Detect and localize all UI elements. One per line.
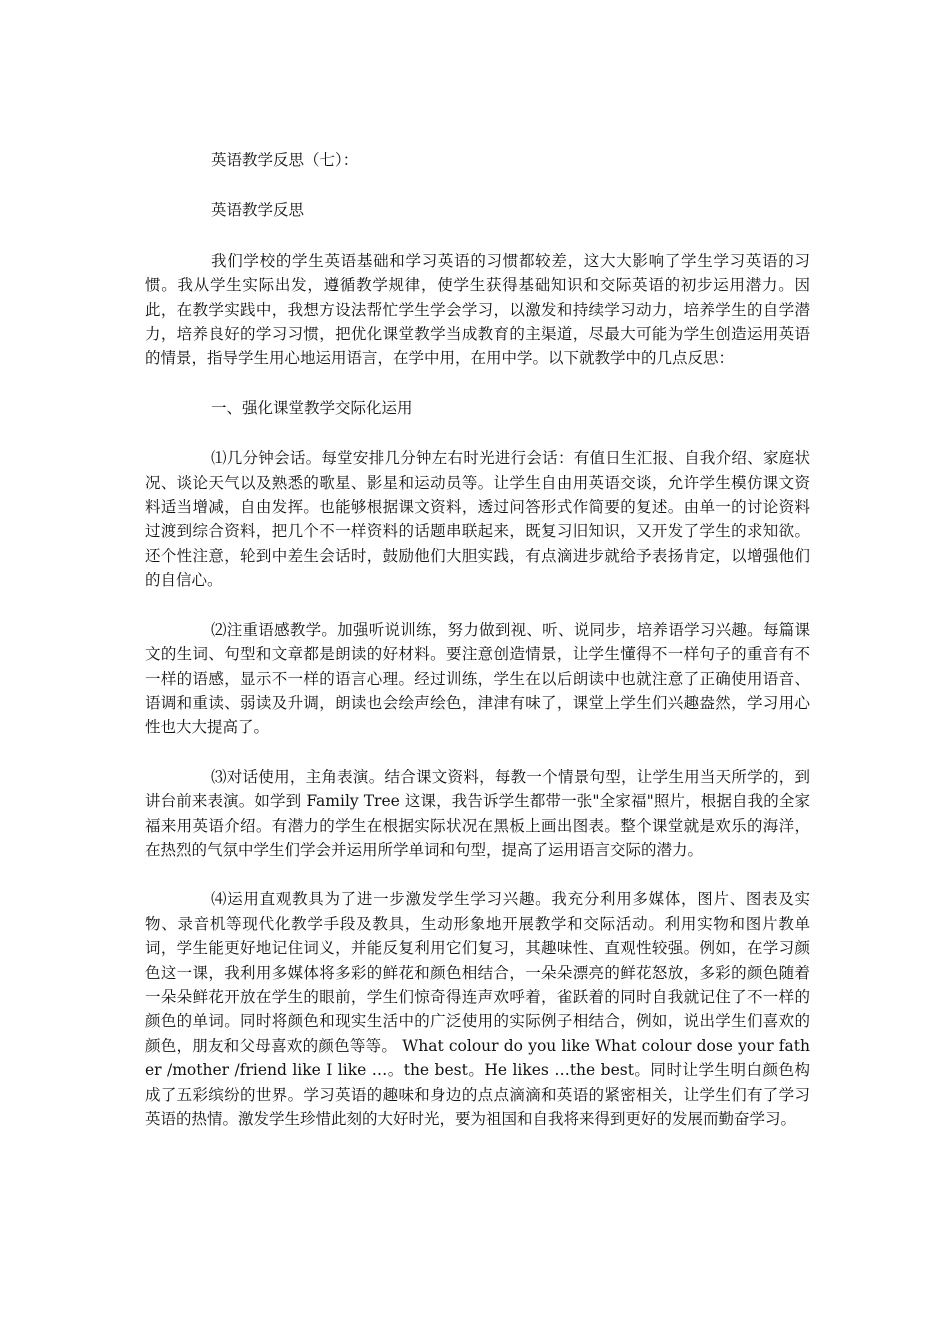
item-paragraph-1: ⑴几分钟会话。每堂安排几分钟左右时光进行会话：有值日生汇报、自我介绍、家庭状况、谈论天气以及熟悉的歌星、影星和运动员等。让学生自由用英语交谈，允许学生模仿课文资料适当增减，自由发挥。也能够根据课文资料，透过问答形式作简要的复述。由单一的讨论资料过渡到综合资料，把几个不一样资料的话题串联起来，既复习旧知识，又开发了学生的求知欲。还个性注意，轮到中差生会话时，鼓励他们大胆实践，有点滴进步就给予表扬肯定，以增强他们的自信心。 (145, 449, 810, 590)
item-paragraph-2: ⑵注重语感教学。加强听说训练，努力做到视、听、说同步，培养语学习兴趣。每篇课文的生词、句型和文章都是朗读的好材料。要注意创造情景，让学生懂得不一样句子的重音有不一样的语感，显示不一样的语言心理。经过训练，学生在以后朗读中也就注意了正确使用语音、语调和重读、弱读及升调，朗读也会绘声绘色，津津有味了，课堂上学生们兴趣盎然，学习用心性也大大提高了。 (145, 620, 810, 737)
section-heading: 一、强化课堂教学交际化运用 (211, 398, 413, 417)
item-paragraph-3: ⑶对话使用，主角表演。结合课文资料，每教一个情景句型，让学生用当天所学的，到讲台前来表演。如学到 Family Tree 这课，我告诉学生都带一张"全家福"照片，根据自我的全家福来用英语介绍。有潜力的学生在根据实际状况在黑板上画出图表。整个课堂就是欢乐的海洋，在热烈的气氛中学生们学会并运用所学单词和句型，提高了运用语言交际的潜力。 (145, 767, 810, 859)
item-paragraph-4: ⑷运用直观教具为了进一步激发学生学习兴趣。我充分利用多媒体，图片、图表及实物、录音机等现代化教学手段及教具，生动形象地开展教学和交际活动。利用实物和图片教单词，学生能更好地记住词义，并能反复利用它们复习，其趣味性、直观性较强。例如，在学习颜色这一课，我利用多媒体将多彩的鲜花和颜色相结合，一朵朵漂亮的鲜花怒放，多彩的颜色随着一朵朵鲜花开放在学生的眼前，学生们惊奇得连声欢呼着，雀跃着的同时自我就记住了不一样的颜色的单词。同时将颜色和现实生活中的广泛使用的实际例子相结合，例如，说出学生们喜欢的颜色，朋友和父母喜欢的颜色等等。 What colour do you like What colour dose your father /mother /friend like I like …。the best。He likes …the best。同时让学生明白颜色构成了五彩缤纷的世界。学习英语的趣味和身边的点点滴滴和英语的紧密相关，让学生们有了学习英语的热情。激发学生珍惜此刻的大好时光，要为祖国和自我将来得到更好的发展而勤奋学习。 (145, 890, 810, 1128)
document-title: 英语教学反思（七）： (211, 151, 359, 169)
intro-paragraph: 我们学校的学生英语基础和学习英语的习惯都较差，这大大影响了学生学习英语的习惯。我从学生实际出发，遵循教学规律，使学生获得基础知识和交际英语的初步运用潜力。因此，在教学实践中，我想方设法帮忙学生学会学习，以激发和持续学习动力，培养学生的自学潜力，培养良好的学习习惯，把优化课堂教学当成教育的主渠道，尽最大可能为学生创造运用英语的情景，指导学生用心地运用语言，在学中用，在用中学。以下就教学中的几点反思： (145, 251, 810, 368)
document-subtitle: 英语教学反思 (211, 201, 305, 220)
document-body (145, 148, 810, 1156)
